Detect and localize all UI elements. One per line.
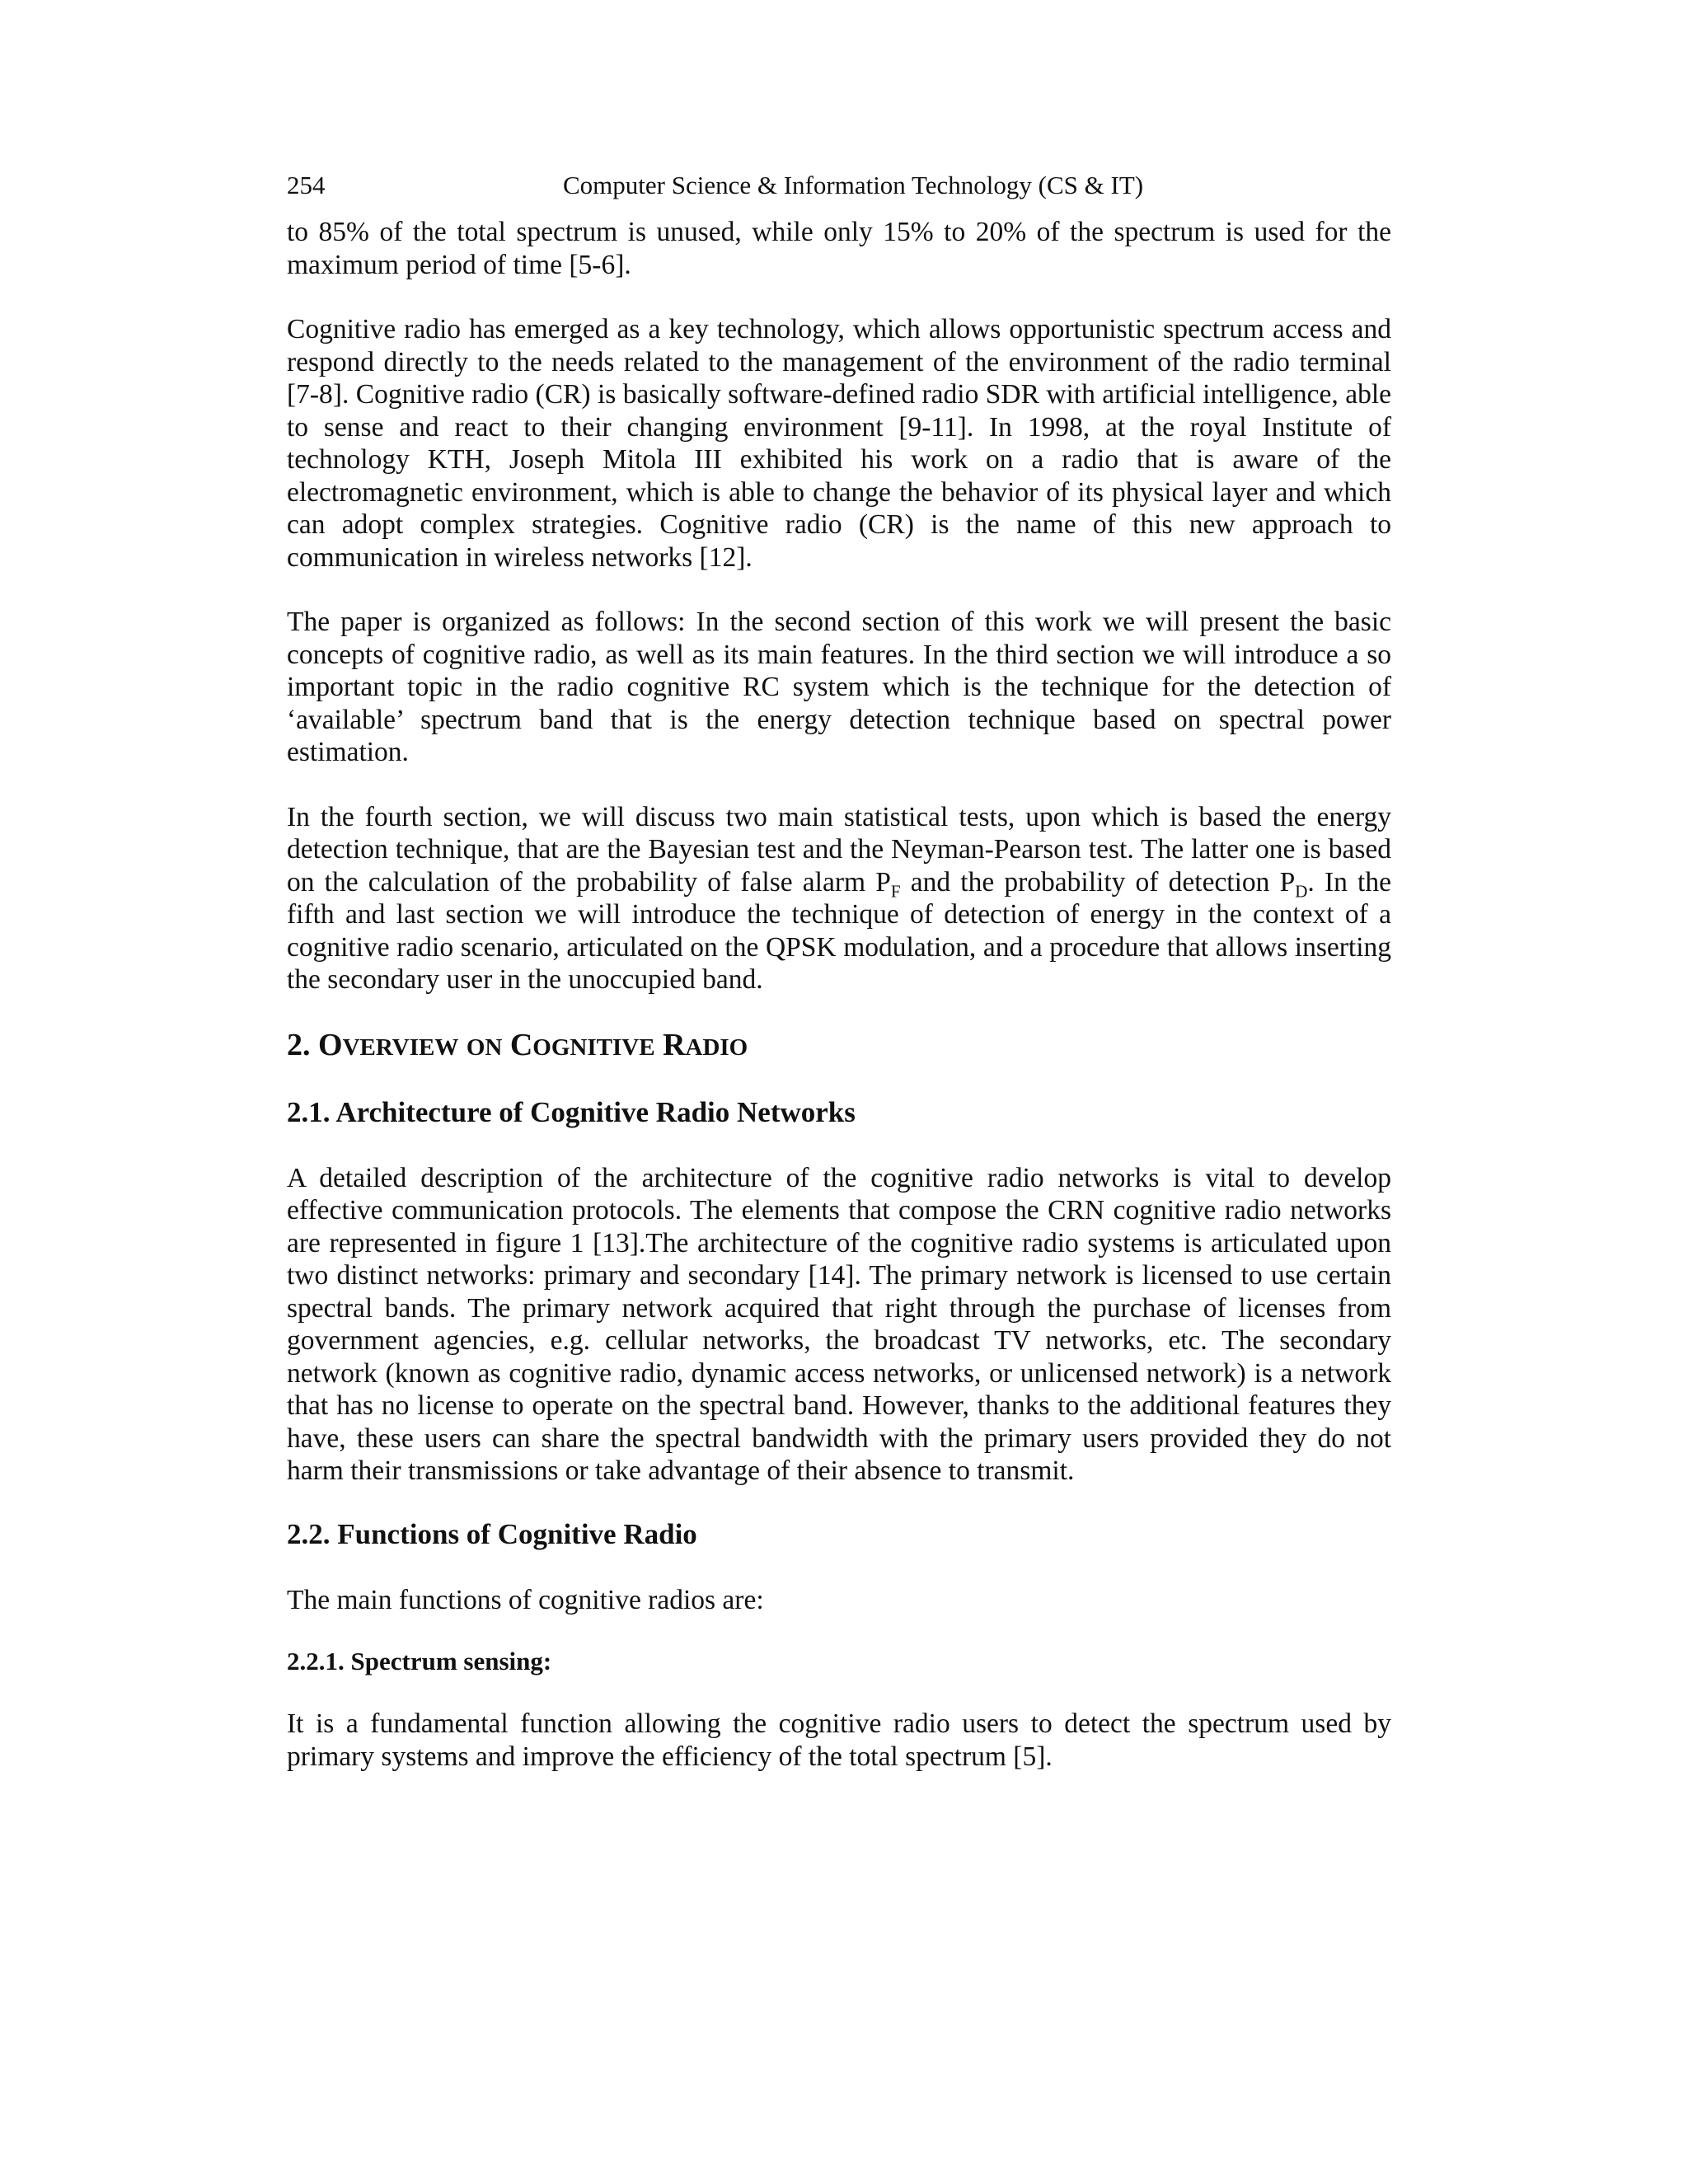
subsection-heading-functions: 2.2. Functions of Cognitive Radio [287,1517,697,1550]
section-heading-overview: 2. OVERVIEW ON COGNITIVE RADIO [287,1027,748,1062]
paragraph-functions-intro: The main functions of cognitive radios are: [287,1584,764,1615]
subsection-heading-architecture: 2.1. Architecture of Cognitive Radio Networks [287,1095,856,1128]
journal-title: Computer Science & Information Technology (CS & IT) [563,171,1144,199]
subsubsection-heading-spectrum-sensing: 2.2.1. Spectrum sensing: [287,1647,552,1675]
outline-text-3: . In the fifth and last section we will introduce the technique of detection of energy in the context of a cognitive radio scenario, articulated on the QPSK modulation, and a procedure that allows inserting the secondary user in the unoccupied band. [287,866,1391,995]
paragraph-cognitive-radio-intro: Cognitive radio has emerged as a key technology, which allows opportunistic spectrum access and respond directly to the needs related to the management of the environment of the radio terminal [7-8]. Cognitive radio (CR) is basically software-defined radio SDR with artificial intelligence, able to sense and react to their changing environment [9-11]. In 1998, at the royal Institute of technology KTH, Joseph Mitola III exhibited his work on a radio that is aware of the electromagnetic environment, which is able to change the behavior of its physical layer and which can adopt complex strategies. Cognitive radio (CR) is the name of this new approach to communication in wireless networks [12]. [287,314,1391,573]
outline-text-1: In the fourth section, we will discuss two main statistical tests, upon which is based the energy detection technique, that are the Bayesian test and the Neyman-Pearson test. The latter one is based on the calculation of the probability of false alarm P [287,801,1391,898]
paragraph-section-outline [287,801,1391,996]
paragraph-spectrum-sensing: It is a fundamental function allowing the cognitive radio users to detect the spectrum used by primary systems and improve the efficiency of the total spectrum [5]. [287,1708,1391,1772]
subscript-f: F [890,881,901,902]
outline-text-2: and the probability of detection P [900,866,1296,898]
paragraph-spectrum-usage: to 85% of the total spectrum is unused, while only 15% to 20% of the spectrum is used for the maximum period of time [5-6]. [287,217,1391,280]
subscript-d: D [1295,881,1308,902]
page-number: 254 [287,171,326,199]
page-body [287,216,1391,1773]
paragraph-paper-organization: The paper is organized as follows: In the second section of this work we will present the basic concepts of cognitive radio, as well as its main features. In the third section we will introduce a so important topic in the radio cognitive RC system which is the technique for the detection of ‘available’ spectrum band that is the energy detection technique based on spectral power estimation. [287,607,1391,767]
paragraph-architecture: A detailed description of the architecture of the cognitive radio networks is vital to develop effective communication protocols. The elements that compose the CRN cognitive radio networks are represented in figure 1 [13].The architecture of the cognitive radio systems is articulated upon two distinct networks: primary and secondary [14]. The primary network is licensed to use certain spectral bands. The primary network acquired that right through the purchase of licenses from government agencies, e.g. cellular networks, the broadcast TV networks, etc. The secondary network (known as cognitive radio, dynamic access networks, or unlicensed network) is a network that has no license to operate on the spectral band. However, thanks to the additional features they have, these users can share the spectral bandwidth with the primary users provided they do not harm their transmissions or take advantage of their absence to transmit. [287,1162,1391,1486]
